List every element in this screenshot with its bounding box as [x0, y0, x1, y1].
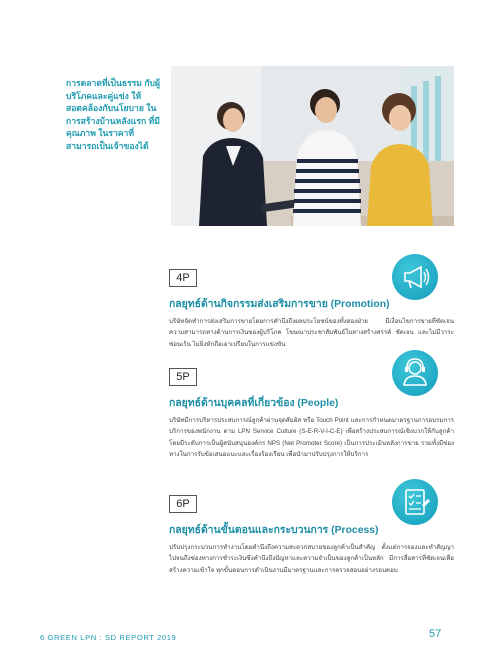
page-number: 57	[429, 628, 442, 640]
section-title: กลยุทธ์ด้านขั้นตอนและกระบวนการ (Process)	[169, 525, 379, 536]
checklist-icon	[392, 479, 438, 525]
footer-report-title: 6 GREEN LPN : SD REPORT 2019	[40, 633, 177, 642]
section-body: บริษัทจัดทำการส่งเสริมการขายโดยการคำนึงถึงผลประโยชน์ของทั้งสองฝ่าย มีเงื่อนไขการขายที่ชัดเจน ความสามารถทางด้านการเงินของผู้บริโภค โฆษณาประชาสัมพันธ์ในทางสร้างสรรค์ ชัดเจน และไม่มีวาระซ่อนเร้น ไม่ยิ่งหักถือเอาเปรียบในการแข่งขัน	[169, 318, 454, 348]
section-badge: 5P	[169, 368, 197, 386]
section-title: กลยุทธ์ด้านบุคคลที่เกี่ยวข้อง (People)	[169, 398, 339, 409]
megaphone-icon	[392, 254, 438, 300]
intro-quote: การตลาดที่เป็นธรรม กับผู้บริโภคและคู่แข่ง ให้สอดคล้องกับนโยบาย ในการสร้างบ้านหลังแรก ที่มีคุณภาพ ในราคาที่ สามารถเป็นเจ้าของได้	[66, 78, 161, 151]
sales-meeting-photo	[171, 66, 454, 226]
section-title: กลยุทธ์ด้านกิจกรรมส่งเสริมการขาย (Promotion)	[169, 299, 390, 310]
section-body: บริษัทมีการบริหารประสบการณ์ลูกค้าผ่านจุดสัมผัส หรือ Touch Point และการกำหนดมาตรฐานการอบรมการบริการของพนักงาน ตาม LPN Service Culture (S-E-R-V-I-C-E) เพื่อสร้างประสบการณ์เชิงบวกให้กับลูกค้า โดยมีระดับการเป็นผู้สนับสนุนองค์กร NPS (Net Promoter Score) เป็นการประเมินหลังการขาย รวมทั้งมีช่องทางในการรับข้อเสนอแนะและเรื่องร้องเรียน เพื่อนำมาปรับปรุงการให้บริการ	[169, 417, 454, 459]
section-badge: 6P	[169, 495, 197, 513]
service-agent-icon	[392, 350, 438, 396]
section-badge: 4P	[169, 269, 197, 287]
section-body: ปรับปรุงกระบวนการทำงานโดยคำนึงถึงความสะดวกสบายของลูกค้าเป็นสำคัญ ตั้งแต่การจองและทำสัญญา ไปจนถึงช่องทางการชำระเงินซึ่งคำนึงถึงปัญหาและความจำเป็นของลูกค้าเป็นหลัก มีการสื่อสารที่ชัดเจนเพื่อสร้างความเข้าใจ ทุกขั้นตอนการดำเนินงานมีมาตรฐานและการตรวจสอบอย่างรอบคอบ	[169, 544, 454, 574]
